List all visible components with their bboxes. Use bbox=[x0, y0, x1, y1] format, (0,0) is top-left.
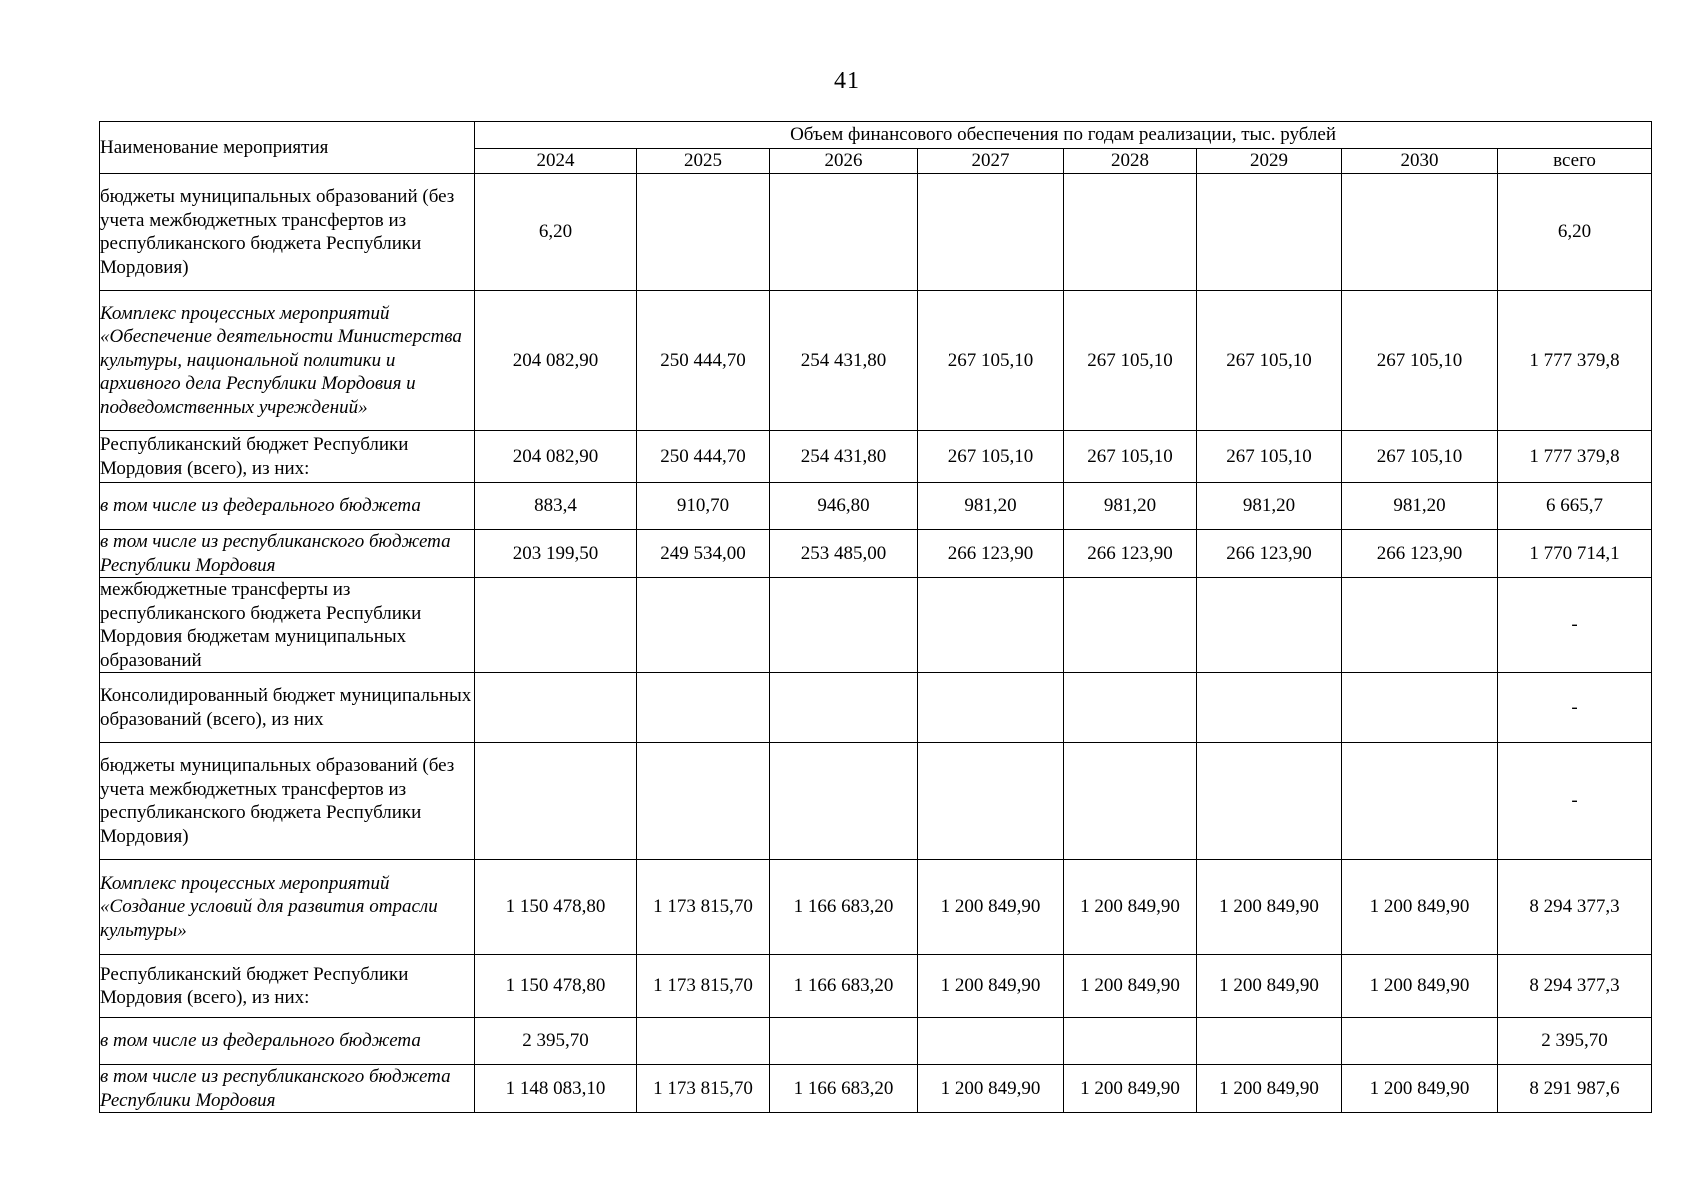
row-name-cell: Консолидированный бюджет муниципальных образований (всего), из них bbox=[100, 673, 475, 743]
financing-table bbox=[99, 121, 1652, 1113]
total-value-cell: - bbox=[1498, 743, 1652, 860]
year-value-cell: 981,20 bbox=[1064, 483, 1197, 530]
year-value-cell bbox=[1064, 174, 1197, 291]
year-value-cell: 1 173 815,70 bbox=[637, 860, 770, 955]
total-value-cell: - bbox=[1498, 578, 1652, 673]
total-value-cell: 8 294 377,3 bbox=[1498, 955, 1652, 1018]
table-row bbox=[100, 578, 1652, 673]
header-row bbox=[100, 122, 1652, 149]
year-value-cell: 250 444,70 bbox=[637, 431, 770, 483]
year-value-cell: 266 123,90 bbox=[1064, 530, 1197, 578]
year-value-cell: 267 105,10 bbox=[1197, 291, 1342, 431]
year-value-cell bbox=[918, 743, 1064, 860]
page-number: 41 bbox=[834, 68, 860, 94]
header-year-2024: 2024 bbox=[475, 149, 637, 174]
year-value-cell: 267 105,10 bbox=[1342, 431, 1498, 483]
year-value-cell bbox=[1342, 743, 1498, 860]
year-value-cell bbox=[1342, 1018, 1498, 1065]
year-value-cell: 267 105,10 bbox=[918, 291, 1064, 431]
year-value-cell: 1 166 683,20 bbox=[770, 1065, 918, 1113]
total-value-cell: 2 395,70 bbox=[1498, 1018, 1652, 1065]
total-value-cell: 1 770 714,1 bbox=[1498, 530, 1652, 578]
year-value-cell: 981,20 bbox=[1342, 483, 1498, 530]
year-value-cell: 267 105,10 bbox=[1064, 291, 1197, 431]
table-row bbox=[100, 860, 1652, 955]
table-row bbox=[100, 955, 1652, 1018]
row-name-cell: Комплекс процессных мероприятий «Создание условий для развития отрасли культуры» bbox=[100, 860, 475, 955]
year-value-cell: 1 150 478,80 bbox=[475, 955, 637, 1018]
year-value-cell bbox=[1064, 1018, 1197, 1065]
year-value-cell bbox=[770, 578, 918, 673]
year-value-cell bbox=[475, 578, 637, 673]
year-value-cell: 1 200 849,90 bbox=[918, 860, 1064, 955]
year-value-cell: 267 105,10 bbox=[1342, 291, 1498, 431]
year-value-cell: 1 200 849,90 bbox=[1197, 1065, 1342, 1113]
year-value-cell: 1 200 849,90 bbox=[1342, 955, 1498, 1018]
year-value-cell bbox=[1342, 578, 1498, 673]
year-value-cell: 1 200 849,90 bbox=[918, 1065, 1064, 1113]
year-value-cell: 1 173 815,70 bbox=[637, 1065, 770, 1113]
year-value-cell bbox=[918, 1018, 1064, 1065]
year-value-cell: 1 200 849,90 bbox=[1064, 1065, 1197, 1113]
table-row bbox=[100, 1065, 1652, 1113]
year-value-cell: 6,20 bbox=[475, 174, 637, 291]
year-value-cell: 946,80 bbox=[770, 483, 918, 530]
year-value-cell bbox=[1342, 673, 1498, 743]
year-value-cell bbox=[918, 673, 1064, 743]
total-value-cell: 6 665,7 bbox=[1498, 483, 1652, 530]
year-value-cell: 266 123,90 bbox=[918, 530, 1064, 578]
year-value-cell: 266 123,90 bbox=[1342, 530, 1498, 578]
total-value-cell: 8 294 377,3 bbox=[1498, 860, 1652, 955]
year-value-cell: 267 105,10 bbox=[1197, 431, 1342, 483]
year-value-cell bbox=[637, 1018, 770, 1065]
total-value-cell: 1 777 379,8 bbox=[1498, 431, 1652, 483]
year-value-cell bbox=[1197, 743, 1342, 860]
year-value-cell: 910,70 bbox=[637, 483, 770, 530]
year-value-cell bbox=[1064, 743, 1197, 860]
year-value-cell bbox=[475, 673, 637, 743]
year-value-cell: 1 148 083,10 bbox=[475, 1065, 637, 1113]
year-value-cell bbox=[770, 174, 918, 291]
header-year-2025: 2025 bbox=[637, 149, 770, 174]
table-row bbox=[100, 1018, 1652, 1065]
year-value-cell bbox=[918, 174, 1064, 291]
table-row bbox=[100, 431, 1652, 483]
table-row bbox=[100, 174, 1652, 291]
year-value-cell: 1 150 478,80 bbox=[475, 860, 637, 955]
header-year-2027: 2027 bbox=[918, 149, 1064, 174]
header-group-cell: Объем финансового обеспечения по годам реализации, тыс. рублей bbox=[475, 122, 1652, 149]
year-value-cell: 254 431,80 bbox=[770, 431, 918, 483]
year-value-cell bbox=[770, 1018, 918, 1065]
year-value-cell bbox=[918, 578, 1064, 673]
table-row bbox=[100, 483, 1652, 530]
header-year-2029: 2029 bbox=[1197, 149, 1342, 174]
year-value-cell: 253 485,00 bbox=[770, 530, 918, 578]
year-value-cell: 267 105,10 bbox=[918, 431, 1064, 483]
row-name-cell: бюджеты муниципальных образований (без учета межбюджетных трансфертов из республиканского бюджета Республики Мордовия) bbox=[100, 743, 475, 860]
year-value-cell bbox=[1197, 1018, 1342, 1065]
year-value-cell: 883,4 bbox=[475, 483, 637, 530]
header-year-2026: 2026 bbox=[770, 149, 918, 174]
year-value-cell: 1 166 683,20 bbox=[770, 860, 918, 955]
row-name-cell: Республиканский бюджет Республики Мордовия (всего), из них: bbox=[100, 955, 475, 1018]
year-value-cell: 250 444,70 bbox=[637, 291, 770, 431]
year-value-cell: 981,20 bbox=[918, 483, 1064, 530]
year-value-cell: 981,20 bbox=[1197, 483, 1342, 530]
header-name-cell: Наименование мероприятия bbox=[100, 122, 475, 174]
year-value-cell: 267 105,10 bbox=[1064, 431, 1197, 483]
year-value-cell bbox=[770, 743, 918, 860]
total-value-cell: 6,20 bbox=[1498, 174, 1652, 291]
row-name-cell: в том числе из республиканского бюджета Республики Мордовия bbox=[100, 530, 475, 578]
year-value-cell: 1 200 849,90 bbox=[1064, 860, 1197, 955]
year-value-cell: 254 431,80 bbox=[770, 291, 918, 431]
year-value-cell: 249 534,00 bbox=[637, 530, 770, 578]
year-value-cell: 1 200 849,90 bbox=[918, 955, 1064, 1018]
table-row bbox=[100, 673, 1652, 743]
row-name-cell: в том числе из республиканского бюджета Республики Мордовия bbox=[100, 1065, 475, 1113]
year-value-cell bbox=[1064, 673, 1197, 743]
year-value-cell bbox=[637, 174, 770, 291]
table-row bbox=[100, 530, 1652, 578]
row-name-cell: в том числе из федерального бюджета bbox=[100, 1018, 475, 1065]
year-value-cell bbox=[770, 673, 918, 743]
row-name-cell: межбюджетные трансферты из республиканского бюджета Республики Мордовия бюджетам муниципальных образований bbox=[100, 578, 475, 673]
year-value-cell bbox=[637, 673, 770, 743]
total-value-cell: 8 291 987,6 bbox=[1498, 1065, 1652, 1113]
year-value-cell: 1 200 849,90 bbox=[1197, 955, 1342, 1018]
year-value-cell: 204 082,90 bbox=[475, 431, 637, 483]
year-value-cell bbox=[637, 743, 770, 860]
year-value-cell bbox=[475, 743, 637, 860]
year-value-cell: 203 199,50 bbox=[475, 530, 637, 578]
header-year-2028: 2028 bbox=[1064, 149, 1197, 174]
year-value-cell bbox=[1197, 578, 1342, 673]
row-name-cell: в том числе из федерального бюджета bbox=[100, 483, 475, 530]
year-value-cell bbox=[1342, 174, 1498, 291]
year-value-cell bbox=[637, 578, 770, 673]
table-row bbox=[100, 291, 1652, 431]
year-value-cell: 2 395,70 bbox=[475, 1018, 637, 1065]
header-year-2030: 2030 bbox=[1342, 149, 1498, 174]
header-total: всего bbox=[1498, 149, 1652, 174]
year-value-cell: 266 123,90 bbox=[1197, 530, 1342, 578]
year-value-cell: 1 200 849,90 bbox=[1197, 860, 1342, 955]
row-name-cell: Республиканский бюджет Республики Мордовия (всего), из них: bbox=[100, 431, 475, 483]
year-value-cell: 1 200 849,90 bbox=[1064, 955, 1197, 1018]
total-value-cell: 1 777 379,8 bbox=[1498, 291, 1652, 431]
year-value-cell: 1 200 849,90 bbox=[1342, 860, 1498, 955]
row-name-cell: Комплекс процессных мероприятий «Обеспечение деятельности Министерства культуры, национальной политики и архивного дела Республики Мордовия и подведомственных учреждений» bbox=[100, 291, 475, 431]
year-value-cell: 1 173 815,70 bbox=[637, 955, 770, 1018]
table-body bbox=[100, 174, 1652, 1113]
year-value-cell bbox=[1064, 578, 1197, 673]
year-value-cell: 204 082,90 bbox=[475, 291, 637, 431]
year-value-cell: 1 200 849,90 bbox=[1342, 1065, 1498, 1113]
total-value-cell: - bbox=[1498, 673, 1652, 743]
row-name-cell: бюджеты муниципальных образований (без учета межбюджетных трансфертов из республиканского бюджета Республики Мордовия) bbox=[100, 174, 475, 291]
year-value-cell bbox=[1197, 174, 1342, 291]
table-row bbox=[100, 743, 1652, 860]
year-value-cell bbox=[1197, 673, 1342, 743]
year-value-cell: 1 166 683,20 bbox=[770, 955, 918, 1018]
